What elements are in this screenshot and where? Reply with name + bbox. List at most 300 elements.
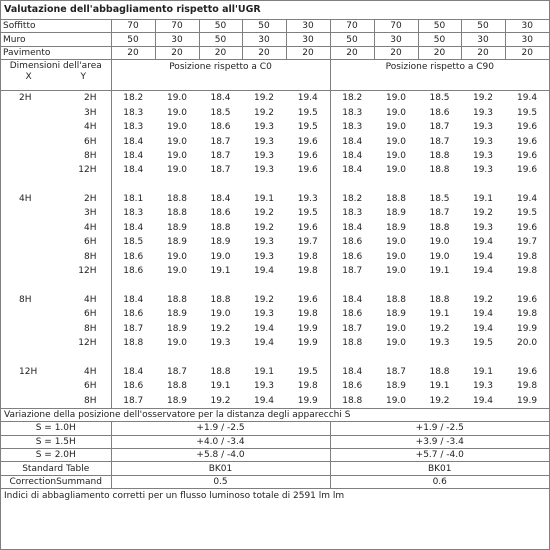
room-x-empty [1, 393, 56, 408]
ugr-row [1, 106, 549, 120]
ugr-c90-cell: 19.1 [429, 309, 450, 320]
spacer-cell [56, 278, 111, 292]
ugr-c0-cell: 18.8 [210, 294, 231, 305]
ugr-c90-cell: 19.2 [472, 208, 494, 219]
variation-c90: +5.7 / -4.0 [330, 448, 549, 461]
ugr-c0-cell: 18.9 [166, 309, 188, 320]
ugr-c0-cell: 19.0 [166, 136, 188, 147]
ugr-c90-cell: 19.0 [429, 251, 450, 262]
spacer-cell [330, 178, 374, 192]
ugr-c0-cell: 18.4 [123, 366, 144, 377]
xy-header [1, 72, 111, 83]
sheet-title: Valutazione dell'abbagliamento rispetto all'UGR [1, 1, 549, 20]
room-y-cell: 8H [56, 249, 111, 263]
ugr-c90-cell: 18.8 [385, 294, 407, 305]
wall-reflectance-cell: 30 [505, 33, 549, 46]
ugr-c90-cell: 19.1 [429, 266, 450, 277]
ugr-c0-cell: 19.2 [253, 93, 275, 104]
spacing-variation-row [1, 422, 549, 435]
ugr-c0-cell: 19.8 [297, 251, 318, 262]
ugr-c90-cell: 18.8 [429, 165, 450, 176]
ugr-c0-cell: 19.0 [210, 251, 231, 262]
ugr-c90-cell: 18.4 [330, 149, 374, 163]
ugr-c0-cell: 18.3 [123, 107, 144, 118]
ugr-row [1, 206, 549, 220]
ugr-c90-cell: 18.4 [330, 293, 374, 307]
ugr-c90-cell: 18.8 [429, 222, 450, 233]
room-y-cell: 8H [56, 321, 111, 335]
standard-table-row [1, 462, 549, 475]
ugr-row [1, 393, 549, 408]
ugr-c0-cell: 19.5 [297, 122, 318, 133]
ugr-c0-cell: 19.4 [242, 393, 286, 408]
spacer-cell [1, 178, 56, 192]
ugr-c90-cell: 18.3 [330, 120, 374, 134]
room-y-cell: 2H [56, 192, 111, 206]
ugr-c0-cell: 18.9 [166, 323, 188, 334]
room-x-empty [1, 134, 56, 148]
ugr-c90-cell: 19.0 [385, 136, 407, 147]
room-y-cell: 12H [56, 336, 111, 350]
ceiling-reflectance-cell: 30 [505, 20, 549, 33]
floor-reflectance-cell: 20 [111, 46, 155, 59]
room-y-cell: 8H [56, 393, 111, 408]
spacer-cell [505, 350, 549, 364]
wall-reflectance-cell: 50 [199, 33, 242, 46]
ugr-row [1, 264, 549, 278]
ceiling-reflectance-cell: 50 [242, 20, 286, 33]
spacer-cell [330, 278, 374, 292]
ugr-c0-cell: 19.6 [297, 165, 318, 176]
ugr-c0-cell: 18.8 [123, 338, 144, 348]
ugr-c0-cell: 18.4 [123, 294, 144, 305]
ugr-c0-cell: 18.6 [210, 122, 231, 133]
ugr-c90-cell: 18.7 [330, 264, 374, 278]
ugr-c90-cell: 18.9 [385, 208, 407, 219]
ugr-c90-cell: 18.6 [330, 307, 374, 321]
ugr-c90-cell: 19.6 [517, 165, 538, 176]
ugr-c90-cell: 18.4 [330, 134, 374, 148]
ugr-c90-cell: 19.9 [517, 323, 538, 334]
room-x-empty [1, 307, 56, 321]
spacer-cell [155, 278, 199, 292]
room-y-cell: 2H [56, 91, 111, 106]
spacer-cell [461, 178, 505, 192]
room-dimensions-header [1, 60, 111, 91]
room-y-cell: 4H [56, 120, 111, 134]
ugr-c90-cell: 18.6 [330, 249, 374, 263]
spacer-cell [374, 350, 418, 364]
ugr-c90-cell: 18.7 [385, 366, 407, 377]
ugr-c0-cell: 19.8 [297, 381, 318, 392]
room-x-empty [1, 379, 56, 393]
floor-reflectance-cell: 20 [374, 46, 418, 59]
ugr-c90-cell: 19.9 [505, 393, 549, 408]
x-header: X [25, 72, 32, 83]
correction-label: CorrectionSummand [1, 475, 111, 488]
ugr-c90-cell: 18.6 [330, 379, 374, 393]
room-y-cell: 4H [56, 293, 111, 307]
ugr-c90-cell: 19.4 [472, 309, 494, 320]
room-y-cell: 6H [56, 235, 111, 249]
ugr-c90-cell: 19.0 [429, 237, 450, 248]
ugr-c90-cell: 18.9 [385, 222, 407, 233]
wall-reflectance-cell: 30 [374, 33, 418, 46]
wall-reflectance-row [1, 33, 549, 46]
ugr-c90-cell: 19.6 [517, 366, 538, 377]
ugr-c90-cell: 19.1 [472, 194, 494, 205]
ugr-c0-cell: 19.0 [166, 122, 188, 133]
ugr-c90-cell: 18.2 [330, 91, 374, 106]
ugr-c0-cell: 18.3 [123, 122, 144, 133]
room-x-empty [1, 163, 56, 177]
ugr-c90-cell: 18.8 [330, 393, 374, 408]
ugr-c0-cell: 18.9 [210, 237, 231, 248]
ugr-row [1, 91, 549, 106]
ugr-c90-cell: 19.3 [472, 381, 494, 392]
ugr-c90-cell: 19.0 [385, 338, 407, 348]
ugr-c0-cell: 19.0 [166, 150, 188, 161]
ugr-c90-cell: 19.3 [429, 338, 450, 348]
ugr-c0-cell: 18.4 [123, 165, 144, 176]
room-x-empty [1, 321, 56, 335]
spacer-cell [330, 350, 374, 364]
ugr-c0-cell: 19.5 [297, 366, 318, 377]
ugr-c0-cell: 18.8 [166, 208, 188, 219]
variation-body [1, 422, 549, 462]
ugr-c90-cell: 19.8 [517, 266, 538, 277]
ugr-c0-cell: 19.1 [253, 366, 275, 377]
ugr-c90-cell: 19.3 [472, 136, 494, 147]
floor-reflectance-cell: 20 [461, 46, 505, 59]
spacing-variation-row [1, 435, 549, 448]
room-x-cell: 2H [19, 93, 32, 104]
ugr-values-table [1, 60, 549, 409]
ugr-row [1, 249, 549, 263]
ugr-c0-cell: 18.4 [123, 136, 144, 147]
ugr-c0-cell: 19.3 [210, 338, 231, 348]
ugr-c0-cell: 18.6 [123, 381, 144, 392]
ugr-c0-cell: 19.6 [297, 136, 318, 147]
ugr-row [1, 365, 549, 379]
ugr-c0-cell: 19.0 [166, 266, 188, 277]
spacer-cell [374, 278, 418, 292]
room-x-empty [1, 206, 56, 220]
ugr-row [1, 321, 549, 335]
spacer-cell [199, 178, 242, 192]
ugr-c0-cell: 19.6 [297, 222, 318, 233]
ugr-c90-cell: 18.4 [330, 163, 374, 177]
ugr-row [1, 221, 549, 235]
room-x-empty [1, 336, 56, 350]
ugr-c0-cell: 19.2 [253, 222, 275, 233]
room-x-empty [1, 249, 56, 263]
c0-header: Posizione rispetto a C0 [111, 60, 330, 91]
ugr-c0-cell: 18.9 [166, 237, 188, 248]
ugr-c0-cell: 18.7 [210, 136, 231, 147]
standard-table-c90: BK01 [330, 462, 549, 475]
ugr-c90-cell: 18.8 [429, 294, 450, 305]
ceiling-reflectance-cell: 70 [155, 20, 199, 33]
ugr-c0-cell: 19.9 [286, 393, 330, 408]
ugr-c90-cell: 18.7 [429, 122, 450, 133]
spacer-cell [418, 278, 461, 292]
ugr-c0-cell: 18.4 [123, 150, 144, 161]
ugr-row [1, 379, 549, 393]
ugr-c90-cell: 18.2 [330, 192, 374, 206]
spacer-cell [199, 350, 242, 364]
ugr-c90-cell: 19.6 [517, 136, 538, 147]
spacer-cell [155, 178, 199, 192]
spacer-cell [199, 278, 242, 292]
variation-c90: +3.9 / -3.4 [330, 435, 549, 448]
floor-label: Pavimento [1, 46, 111, 59]
ugr-c90-cell: 19.0 [385, 266, 407, 277]
ceiling-reflectance-cell: 50 [199, 20, 242, 33]
reflectance-table [1, 20, 549, 60]
room-y-cell: 6H [56, 379, 111, 393]
ugr-c0-cell: 18.8 [166, 294, 188, 305]
ugr-c90-cell: 18.7 [330, 321, 374, 335]
group-spacer-row [1, 350, 549, 364]
ugr-c90-cell: 19.3 [472, 150, 494, 161]
floor-reflectance-row [1, 46, 549, 59]
ugr-c0-cell: 18.7 [210, 150, 231, 161]
spacing-label: S = 1.0H [1, 422, 111, 435]
floor-reflectance-cell: 20 [199, 46, 242, 59]
ugr-c90-cell: 18.9 [385, 309, 407, 320]
ugr-c0-cell: 18.4 [210, 194, 231, 205]
room-x-empty [1, 106, 56, 120]
ugr-c0-cell: 19.0 [166, 107, 188, 118]
correction-c0: 0.5 [111, 475, 330, 488]
variation-c0: +5.8 / -4.0 [111, 448, 330, 461]
ugr-c90-cell: 19.0 [385, 122, 407, 133]
ugr-c0-cell: 19.3 [253, 381, 275, 392]
ugr-c0-cell: 19.1 [210, 381, 231, 392]
ugr-c0-cell: 19.6 [297, 150, 318, 161]
ugr-c0-cell: 18.3 [123, 208, 144, 219]
ugr-c0-cell: 19.3 [253, 165, 275, 176]
ugr-c90-cell: 19.0 [385, 150, 407, 161]
spacing-label: S = 2.0H [1, 448, 111, 461]
standard-table-c0: BK01 [111, 462, 330, 475]
ugr-c0-cell: 18.4 [210, 93, 231, 104]
wall-label: Muro [1, 33, 111, 46]
spacer-cell [374, 178, 418, 192]
wall-reflectance-cell: 30 [461, 33, 505, 46]
ugr-row [1, 192, 549, 206]
spacer-cell [1, 350, 56, 364]
position-header-row [1, 60, 549, 91]
ugr-row [1, 293, 549, 307]
ugr-c0-cell: 19.3 [253, 150, 275, 161]
ugr-c0-cell: 19.3 [297, 194, 318, 205]
ugr-c0-cell: 19.4 [297, 93, 318, 104]
ceiling-reflectance-cell: 50 [461, 20, 505, 33]
ceiling-label: Soffitto [1, 20, 111, 33]
ugr-c90-cell: 18.7 [429, 136, 450, 147]
variation-table [1, 409, 549, 489]
room-y-cell: 6H [56, 134, 111, 148]
ugr-c90-cell: 18.4 [330, 221, 374, 235]
ugr-c0-cell: 19.6 [297, 294, 318, 305]
ugr-c90-cell: 19.3 [472, 107, 494, 118]
spacer-cell [1, 278, 56, 292]
ugr-c90-cell: 19.0 [385, 251, 407, 262]
spacer-cell [242, 278, 286, 292]
floor-reflectance-cell: 20 [242, 46, 286, 59]
ugr-c90-cell: 19.7 [517, 237, 538, 248]
ugr-c90-cell: 19.0 [385, 165, 407, 176]
spacer-cell [242, 350, 286, 364]
spacer-cell [461, 350, 505, 364]
ugr-c0-cell: 19.9 [297, 323, 318, 334]
ugr-c0-cell: 19.1 [253, 194, 275, 205]
ceiling-reflectance-row [1, 20, 549, 33]
ugr-row [1, 336, 549, 350]
spacing-label: S = 1.5H [1, 435, 111, 448]
ugr-c90-cell: 19.5 [517, 208, 538, 219]
ugr-c90-cell: 19.8 [517, 251, 538, 262]
ugr-c0-cell: 18.7 [166, 366, 188, 377]
floor-reflectance-cell: 20 [155, 46, 199, 59]
ugr-c0-cell: 19.9 [297, 338, 318, 348]
floor-reflectance-cell: 20 [286, 46, 330, 59]
ugr-c0-cell: 18.6 [210, 208, 231, 219]
ugr-c90-cell: 19.4 [472, 323, 494, 334]
wall-reflectance-cell: 50 [418, 33, 461, 46]
ceiling-reflectance-cell: 70 [330, 20, 374, 33]
spacer-cell [505, 178, 549, 192]
ugr-c0-cell: 19.3 [253, 122, 275, 133]
spacer-cell [286, 178, 330, 192]
ugr-c90-cell: 20.0 [517, 338, 538, 348]
ugr-c0-cell: 19.2 [253, 107, 275, 118]
ugr-c0-cell: 18.8 [166, 381, 188, 392]
room-x-cell: 4H [19, 194, 32, 205]
ugr-c90-cell: 19.3 [472, 165, 494, 176]
spacer-cell [111, 178, 155, 192]
room-y-cell: 12H [56, 163, 111, 177]
room-y-cell: 4H [56, 221, 111, 235]
ugr-c0-cell: 18.9 [166, 222, 188, 233]
ugr-c90-cell: 19.8 [517, 309, 538, 320]
ugr-c90-cell: 18.8 [429, 150, 450, 161]
ugr-c90-cell: 19.2 [429, 323, 450, 334]
ugr-c0-cell: 18.8 [210, 222, 231, 233]
room-y-cell: 3H [56, 106, 111, 120]
ugr-c90-cell: 19.1 [429, 381, 450, 392]
ugr-c0-cell: 19.7 [297, 237, 318, 248]
ugr-c90-cell: 18.5 [429, 93, 450, 104]
spacer-cell [418, 350, 461, 364]
ugr-c90-cell: 19.6 [517, 294, 538, 305]
ceiling-reflectance-cell: 50 [418, 20, 461, 33]
ugr-c0-cell: 18.9 [155, 393, 199, 408]
ugr-row [1, 149, 549, 163]
y-header: Y [80, 72, 87, 83]
ugr-c90-cell: 18.8 [385, 194, 407, 205]
ugr-c0-cell: 19.3 [253, 237, 275, 248]
ugr-c0-cell: 19.5 [297, 208, 318, 219]
ugr-c90-cell: 19.1 [472, 366, 494, 377]
ugr-c90-cell: 19.0 [385, 237, 407, 248]
ugr-c0-cell: 19.8 [297, 266, 318, 277]
ugr-c90-cell: 19.2 [472, 93, 494, 104]
variation-c90: +1.9 / -2.5 [330, 422, 549, 435]
variation-label: Variazione della posizione dell'osservatore per la distanza degli apparecchi S [1, 409, 549, 422]
ugr-c0-cell: 19.0 [166, 165, 188, 176]
room-x-cell: 8H [19, 294, 32, 305]
ceiling-reflectance-cell: 30 [286, 20, 330, 33]
ugr-c90-cell: 18.3 [330, 106, 374, 120]
ugr-row [1, 307, 549, 321]
ugr-c90-cell: 19.4 [472, 266, 494, 277]
correction-c90: 0.6 [330, 475, 549, 488]
ugr-c90-cell: 19.4 [517, 93, 538, 104]
spacer-cell [56, 178, 111, 192]
ugr-c0-cell: 18.7 [111, 393, 155, 408]
ugr-row [1, 235, 549, 249]
ugr-data-body [1, 91, 549, 409]
ugr-c90-cell: 18.6 [429, 107, 450, 118]
standard-table-label: Standard Table [1, 462, 111, 475]
ugr-c90-cell: 18.6 [330, 235, 374, 249]
spacer-cell [461, 278, 505, 292]
ugr-c0-cell: 19.0 [166, 93, 188, 104]
ugr-c90-cell: 19.6 [517, 222, 538, 233]
wall-reflectance-cell: 30 [242, 33, 286, 46]
room-x-empty [1, 221, 56, 235]
c90-header: Posizione rispetto a C90 [330, 60, 549, 91]
ugr-c90-cell: 18.8 [429, 366, 450, 377]
ugr-c90-cell: 18.8 [330, 336, 374, 350]
spacer-cell [111, 350, 155, 364]
variation-c0: +4.0 / -3.4 [111, 435, 330, 448]
ugr-c0-cell: 19.4 [253, 266, 275, 277]
floor-reflectance-cell: 20 [505, 46, 549, 59]
ugr-c0-cell: 19.4 [253, 338, 275, 348]
ugr-c90-cell: 19.6 [517, 150, 538, 161]
ugr-row [1, 134, 549, 148]
ugr-c90-cell: 19.6 [517, 122, 538, 133]
ugr-c0-cell: 18.5 [210, 107, 231, 118]
room-y-cell: 12H [56, 264, 111, 278]
ugr-c0-cell: 19.0 [166, 338, 188, 348]
ceiling-reflectance-cell: 70 [374, 20, 418, 33]
ugr-c0-cell: 19.1 [210, 266, 231, 277]
spacer-cell [111, 278, 155, 292]
ugr-c0-cell: 19.2 [253, 208, 275, 219]
room-y-cell: 8H [56, 149, 111, 163]
ugr-c90-cell: 18.9 [385, 381, 407, 392]
ugr-c0-cell: 18.7 [123, 323, 144, 334]
variation-header-row [1, 409, 549, 422]
group-spacer-row [1, 278, 549, 292]
ugr-c90-cell: 19.0 [374, 393, 418, 408]
room-x-empty [1, 149, 56, 163]
ugr-c0-cell: 18.6 [123, 251, 144, 262]
room-x-empty [1, 235, 56, 249]
wall-reflectance-cell: 50 [111, 33, 155, 46]
spacing-variation-row [1, 448, 549, 461]
wall-reflectance-cell: 50 [330, 33, 374, 46]
ugr-c90-cell: 19.4 [517, 194, 538, 205]
room-y-cell: 3H [56, 206, 111, 220]
footnote: Indici di abbagliamento corretti per un flusso luminoso totale di 2591 lm lm [4, 491, 345, 502]
ugr-c90-cell: 19.3 [472, 222, 494, 233]
